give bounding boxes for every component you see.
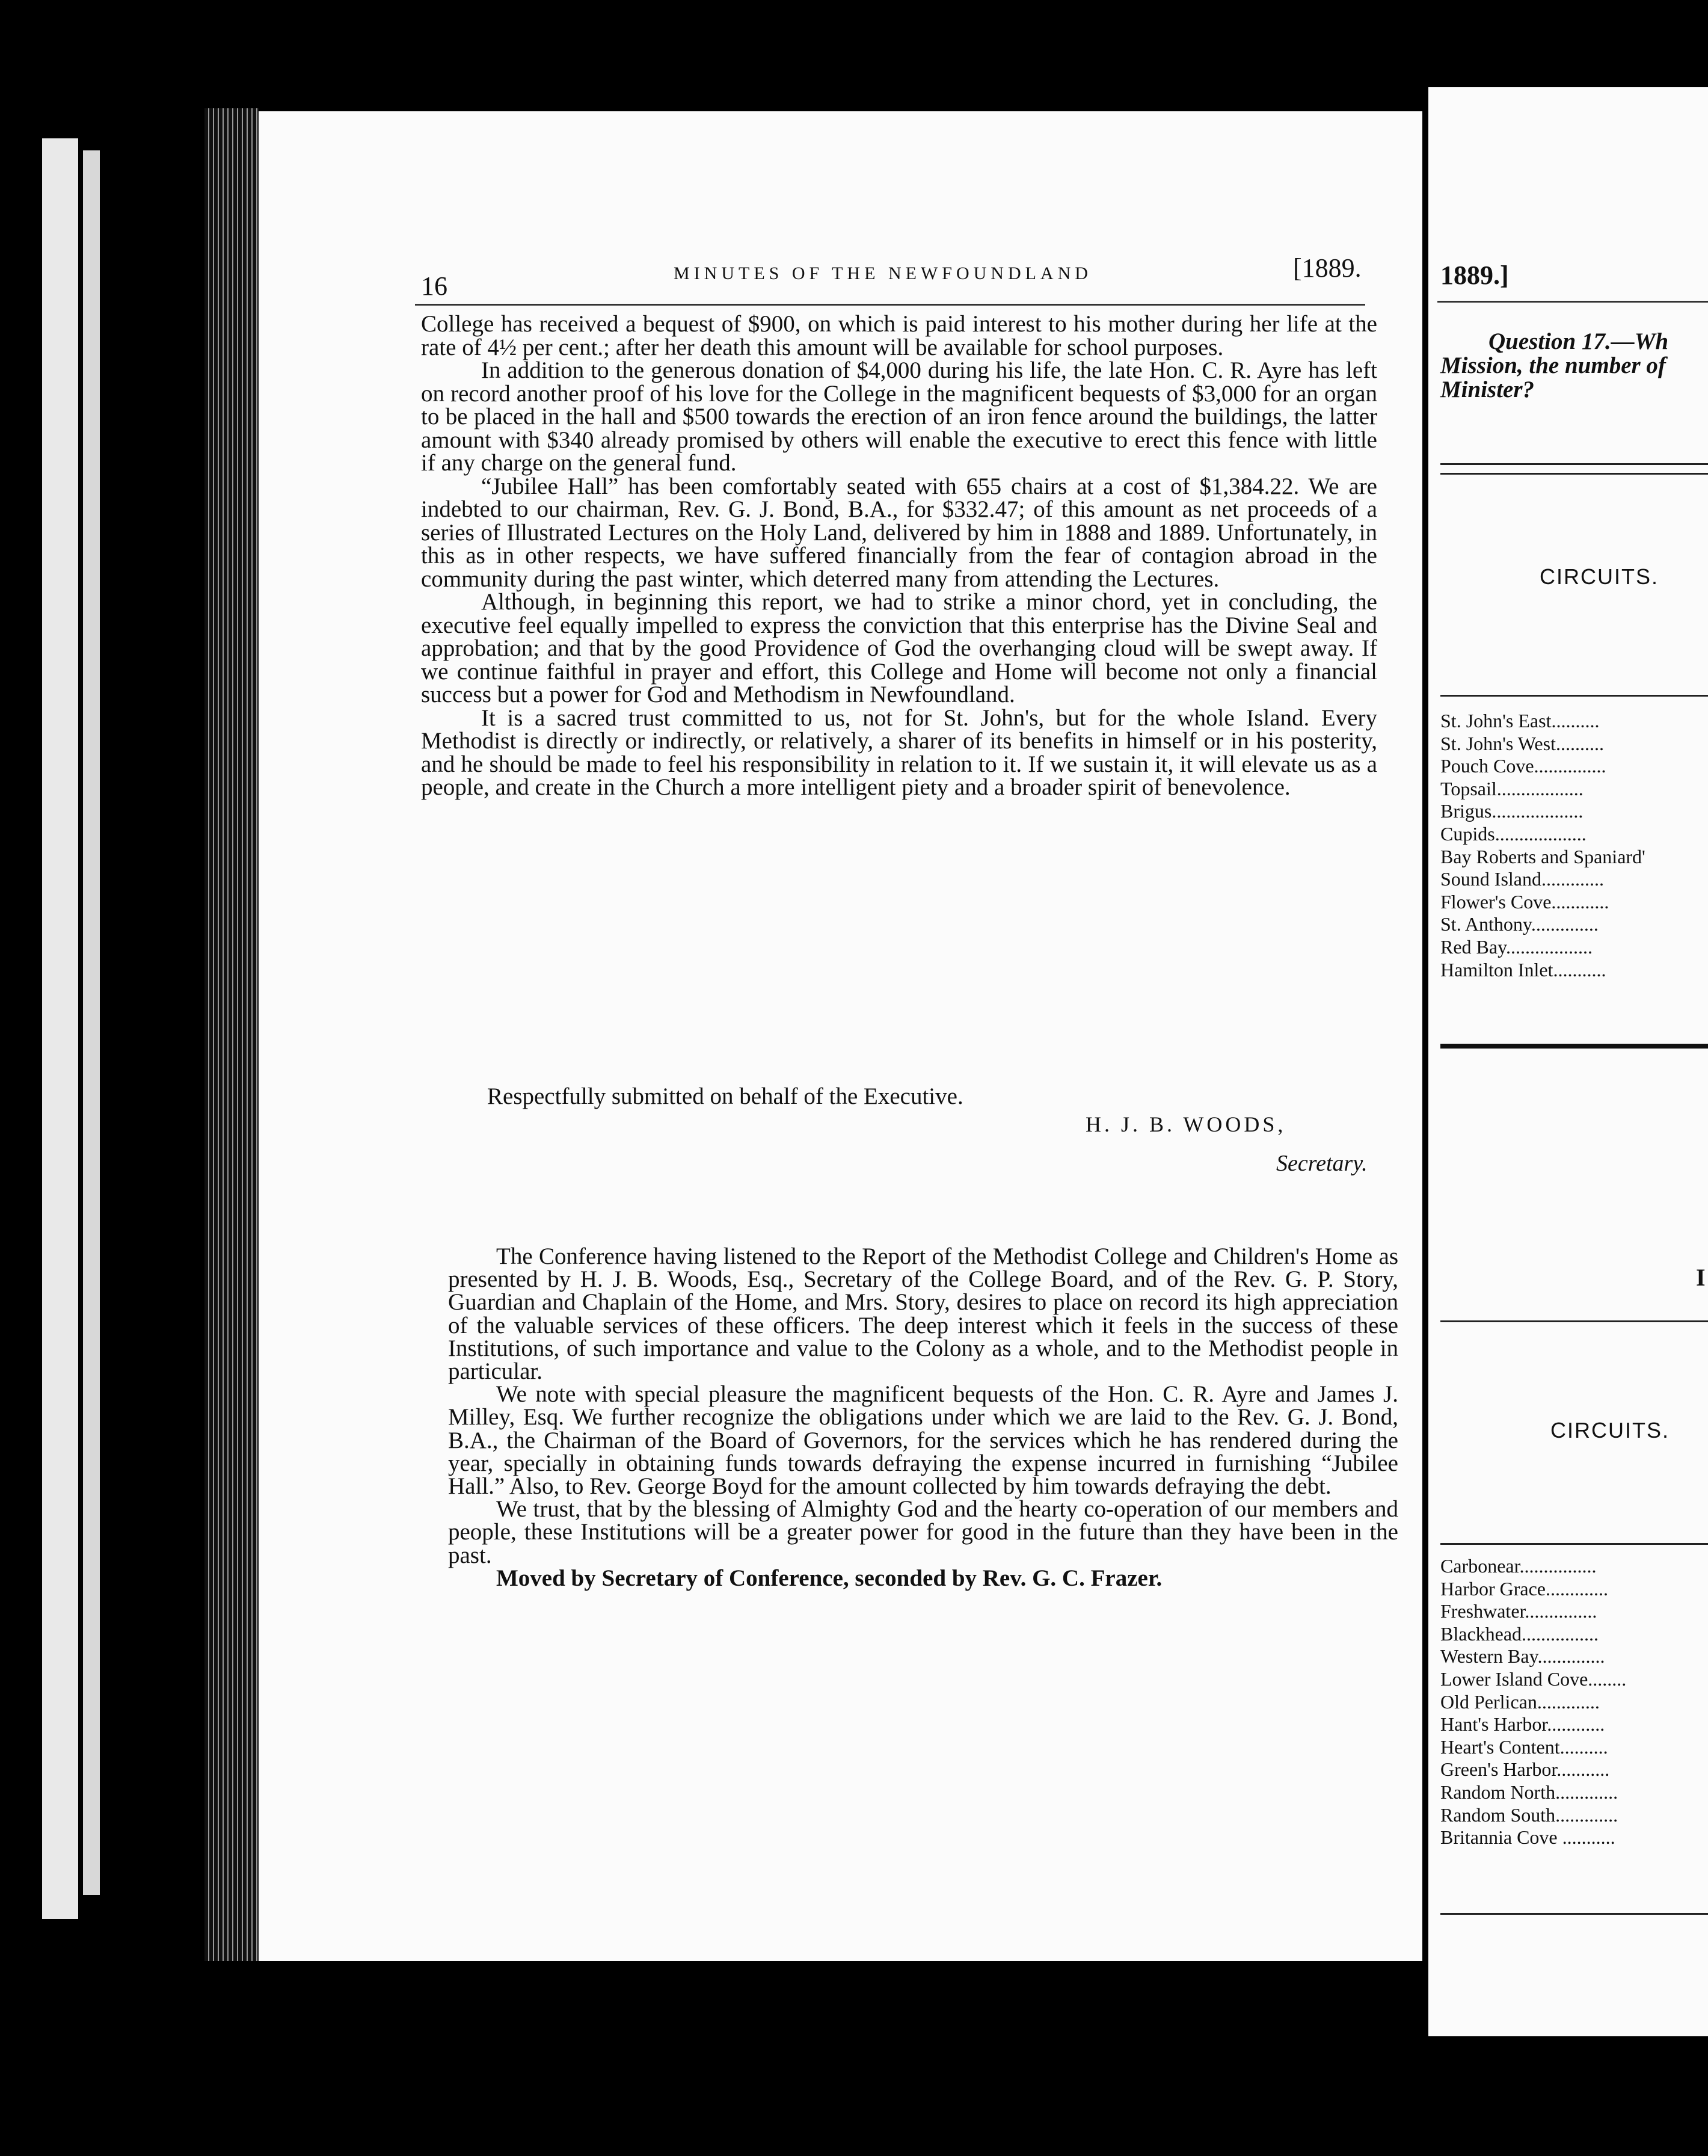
paragraph: It is a sacred trust committed to us, not for St. John's, but for the whole Island. Every Methodist is directly or indirectly, or relatively, a sharer of its benefits in himself or in his posterity, and he should be made to feel his responsibility in relation to it. If we sustain it, it will elevate us as a people, and create in the Church a more intelligent piety and a broader spirit of benevolence. <box>421 704 1377 800</box>
motion-line: Moved by Secretary of Conference, seconded by Rev. G. C. Frazer. <box>496 1565 1163 1591</box>
table-rule <box>1440 695 1708 697</box>
book-spine-edge <box>42 138 78 1919</box>
header-rule <box>415 304 1365 306</box>
question-text: Question 17.—Wh Mission, the number of Minister? <box>1440 328 1669 402</box>
paragraph: “Jubilee Hall” has been comfortably seated with 655 chairs at a cost of $1,384.22. We are indebted to our chairman, Rev. G. J. Bond, B.A., for $332.47; of this amount as net proceeds of a series of Illustrated Lectures on the Holy Land, delivered by him in 1888 and 1889. Unfortunately, in this as in other respects, we have suffered financially from the fear of contagion abroad in the community during the past winter, which deterred many from attending the Lectures. <box>421 473 1377 592</box>
list-item: Lower Island Cove........ <box>1440 1668 1627 1690</box>
list-item: Brigus................... <box>1440 800 1584 822</box>
list-item: St. John's West.......... <box>1440 732 1604 754</box>
paragraph: The Conference having listened to the Report of the Methodist College and Children's Home as presented by H. J. B. Woods, Esq., Secretary of the College Board, and of the Rev. G. P. Story, Guardian and Chaplain of the Home, and Mrs. Story, desires to place on record its high appreciation of the valuable services of these officers. The deep interest which it feels in the success of these Institutions, of such importance and value to the Colony as a whole, and to the Methodist people in particular. <box>448 1243 1398 1385</box>
paragraph: We trust, that by the blessing of Almighty God and the hearty co-operation of our members and people, these Institutions will be a greater power for good in the future than they have been in the past. <box>448 1496 1398 1568</box>
running-title: MINUTES OF THE NEWFOUNDLAND <box>674 263 1092 283</box>
list-item: Flower's Cove............ <box>1440 890 1609 913</box>
list-item: Sound Island............. <box>1440 868 1604 890</box>
list-item: St. Anthony.............. <box>1440 913 1599 935</box>
conference-resolution <box>448 1245 1398 1590</box>
side-mark: I <box>1696 1264 1706 1291</box>
submitted-line: Respectfully submitted on behalf of the Executive. <box>487 1083 963 1109</box>
list-item: Harbor Grace............. <box>1440 1577 1608 1600</box>
list-item: Freshwater............... <box>1440 1600 1597 1622</box>
list-item: Carbonear................ <box>1440 1555 1597 1577</box>
list-item: Random South............. <box>1440 1803 1618 1826</box>
circuits-heading: CIRCUITS. <box>1550 1418 1670 1443</box>
year-bracket: [1889. <box>1293 253 1362 283</box>
paragraph: We note with special pleasure the magnificent bequests of the Hon. C. R. Ayre and James J. Milley, Esq. We further recognize the obligations under which we are laid to the Rev. G. J. Bond, B.A., the Chairman of the Board of Governors, for the services which he has rendered during the year, specially in obtaining funds towards defraying the expense incurred in furnishing “Jubilee Hall.” Also, to Rev. George Boyd for the amount collected by him towards defraying the debt. <box>448 1381 1398 1500</box>
page-stack-edge <box>204 108 259 1961</box>
list-item: Hant's Harbor............ <box>1440 1713 1605 1736</box>
list-item: Pouch Cove............... <box>1440 755 1606 777</box>
list-item: Old Perlican............. <box>1440 1690 1600 1713</box>
page-number: 16 <box>421 271 447 301</box>
list-item: Cupids................... <box>1440 822 1587 845</box>
list-item: Topsail.................. <box>1440 777 1584 799</box>
list-item: Green's Harbor........... <box>1440 1758 1610 1781</box>
paragraph: College has received a bequest of $900, on which is paid interest to his mother during her life at the rate of 4½ per cent.; after her death this amount will be available for school purposes. <box>421 311 1377 360</box>
list-item: Hamilton Inlet........... <box>1440 958 1606 981</box>
table-rule <box>1440 463 1708 465</box>
table-rule <box>1440 1320 1708 1322</box>
circuits-heading: CIRCUITS. <box>1540 564 1659 589</box>
book-spine-inner <box>83 150 100 1895</box>
right-page-year: 1889.] <box>1440 260 1509 290</box>
list-item: Heart's Content.......... <box>1440 1736 1608 1758</box>
paragraph: Although, in beginning this report, we had to strike a minor chord, yet in concluding, the executive feel equally impelled to express the conviction that this enterprise has the Divine Seal and approbation; and that by the good Providence of God the overhanging cloud will be swept away. If we continue faithful in prayer and effort, this College and Home will become not only a financial success but a power for God and Methodism in Newfoundland. <box>421 589 1377 707</box>
list-item: Bay Roberts and Spaniard' <box>1440 845 1645 867</box>
circuit-list-1 <box>1440 710 1708 981</box>
table-rule <box>1440 1913 1708 1915</box>
paragraph: In addition to the generous donation of $4,000 during his life, the late Hon. C. R. Ayre has left on record another proof of his love for the College in the magnificent bequests of $3,000 for an organ to be placed in the hall and $500 towards the erection of an iron fence around the buildings, the latter amount with $340 already promised by others will enable the executive to erect this fence with little if any charge on the general fund. <box>421 357 1377 476</box>
table-rule <box>1440 473 1708 475</box>
signer-title: Secretary. <box>1276 1151 1368 1176</box>
signer-name: H. J. B. WOODS, <box>1086 1112 1286 1136</box>
list-item: Random North............. <box>1440 1781 1618 1803</box>
list-item: St. John's East.......... <box>1440 710 1600 732</box>
table-rule <box>1440 1543 1708 1545</box>
circuit-list-2 <box>1440 1555 1708 1849</box>
right-header-rule <box>1437 301 1708 303</box>
list-item: Red Bay.................. <box>1440 935 1593 958</box>
list-item: Western Bay.............. <box>1440 1645 1605 1668</box>
list-item: Britannia Cove ........... <box>1440 1826 1615 1849</box>
list-item: Blackhead................ <box>1440 1622 1599 1645</box>
table-rule-thick <box>1440 1044 1708 1049</box>
report-body <box>421 313 1377 799</box>
